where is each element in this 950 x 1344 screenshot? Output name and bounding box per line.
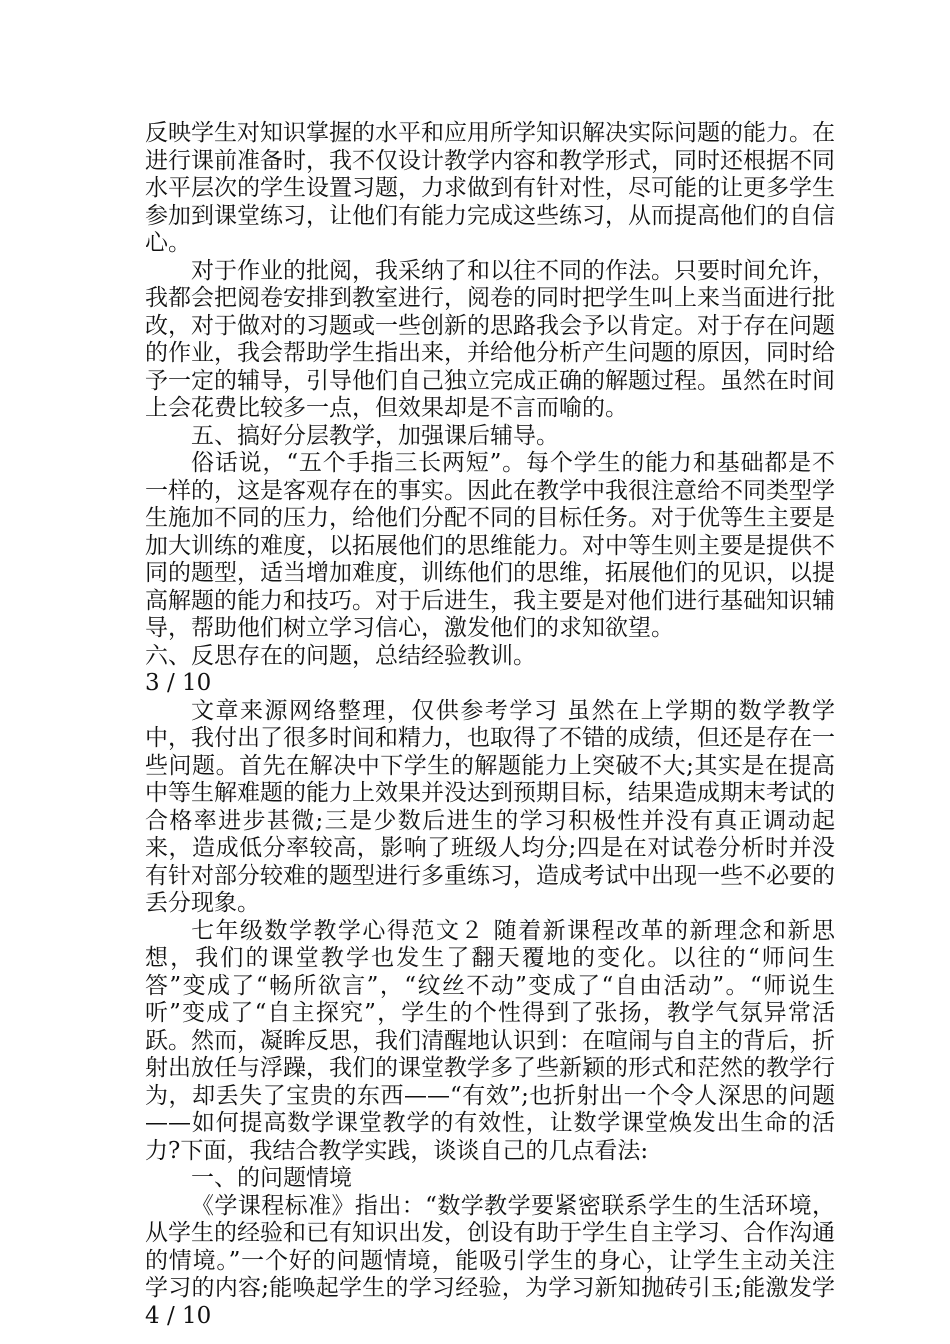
page-number-3: 3 / 10 [145, 670, 212, 696]
section-heading-6: 六、反思存在的问题，总结经验教训。 [145, 642, 536, 669]
section-heading-1: 一、的问题情境 [191, 1165, 352, 1191]
paragraph-2: 对于作业的批阅，我采纳了和以往不同的作法。只要时间允许，我都会把阅卷安排到教室进行，阅卷的同时把学生叫上来当面进行批改，对于做对的习题或一些创新的思路我会予以肯定。对于存在问题的作业，我会帮助学生指出来，并给他分析产生问题的原因，同时给予一定的辅导，引导他们自己独立完成正确的解题过程。虽然在时间上会花费比较多一点，但效果却是不言而喻的。 [145, 257, 835, 421]
section-heading-5: 五、搞好分层教学，加强课后辅导。 [191, 422, 559, 449]
paragraph-3: 俗话说，“五个手指三长两短”。每个学生的能力和基础都是不一样的，这是客观存在的事实。因此在教学中我很注意给不同类型学生施加不同的压力，给他们分配不同的目标任务。对于优等生主要是加大训练的难度，以拓展他们的思维能力。对中等生则主要是提供不同的题型，适当增加难度，训练他们的思维，拓展他们的见识，以提高解题的能力和技巧。对于后进生，我主要是对他们进行基础知识辅导，帮助他们树立学习信心，激发他们的求知欲望。 [145, 450, 835, 641]
document-page [145, 120, 835, 1330]
paragraph-1: 反映学生对知识掌握的水平和应用所学知识解决实际问题的能力。在进行课前准备时，我不仅设计教学内容和教学形式，同时还根据不同水平层次的学生设置习题，力求做到有针对性，尽可能的让更多学生参加到课堂练习，让他们有能力完成这些练习，从而提高他们的自信心。 [145, 120, 835, 256]
paragraph-4: 文章来源网络整理，仅供参考学习 虽然在上学期的数学教学中，我付出了很多时间和精力，也取得了不错的成绩，但还是存在一些问题。首先在解决中下学生的解题能力上突破不大;其实是在提高中等生解难题的能力上效果并没达到预期目标，结果造成期末考试的合格率进步甚微;三是少数后进生的学习积极性并没有真正调动起来，造成低分率较高，影响了班级人均分;四是在对试卷分析时并没有针对部分较难的题型进行多重练习，造成考试中出现一些不必要的丢分现象。 [145, 697, 835, 916]
paragraph-6: 《学课程标准》指出：“数学教学要紧密联系学生的生活环境，从学生的经验和已有知识出发，创设有助于学生自主学习、合作沟通的情境。”一个好的问题情境，能吸引学生的身心，让学生主动关注学习的内容;能唤起学生的学习经验，为学习新知抛砖引玉;能激发学 4 / 10 [145, 1192, 835, 1329]
paragraph-5: 七年级数学教学心得范文２ 随着新课程改革的新理念和新思想，我们的课堂教学也发生了翻天覆地的变化。以往的“师问生答”变成了“畅所欲言”，“纹丝不动”变成了“自由活动”。“师说生听”变成了“自主探究”，学生的个性得到了张扬，教学气氛异常活跃。然而，凝眸反思，我们清醒地认识到：在喧闹与自主的背后，折射出放任与浮躁，我们的课堂教学多了些新颖的形式和茫然的教学行为，却丢失了宝贵的东西——“有效”;也折射出一个令人深思的问题——如何提高数学课堂教学的有效性，让数学课堂焕发出生命的活力?下面，我结合教学实践，谈谈自己的几点看法: [145, 917, 835, 1164]
